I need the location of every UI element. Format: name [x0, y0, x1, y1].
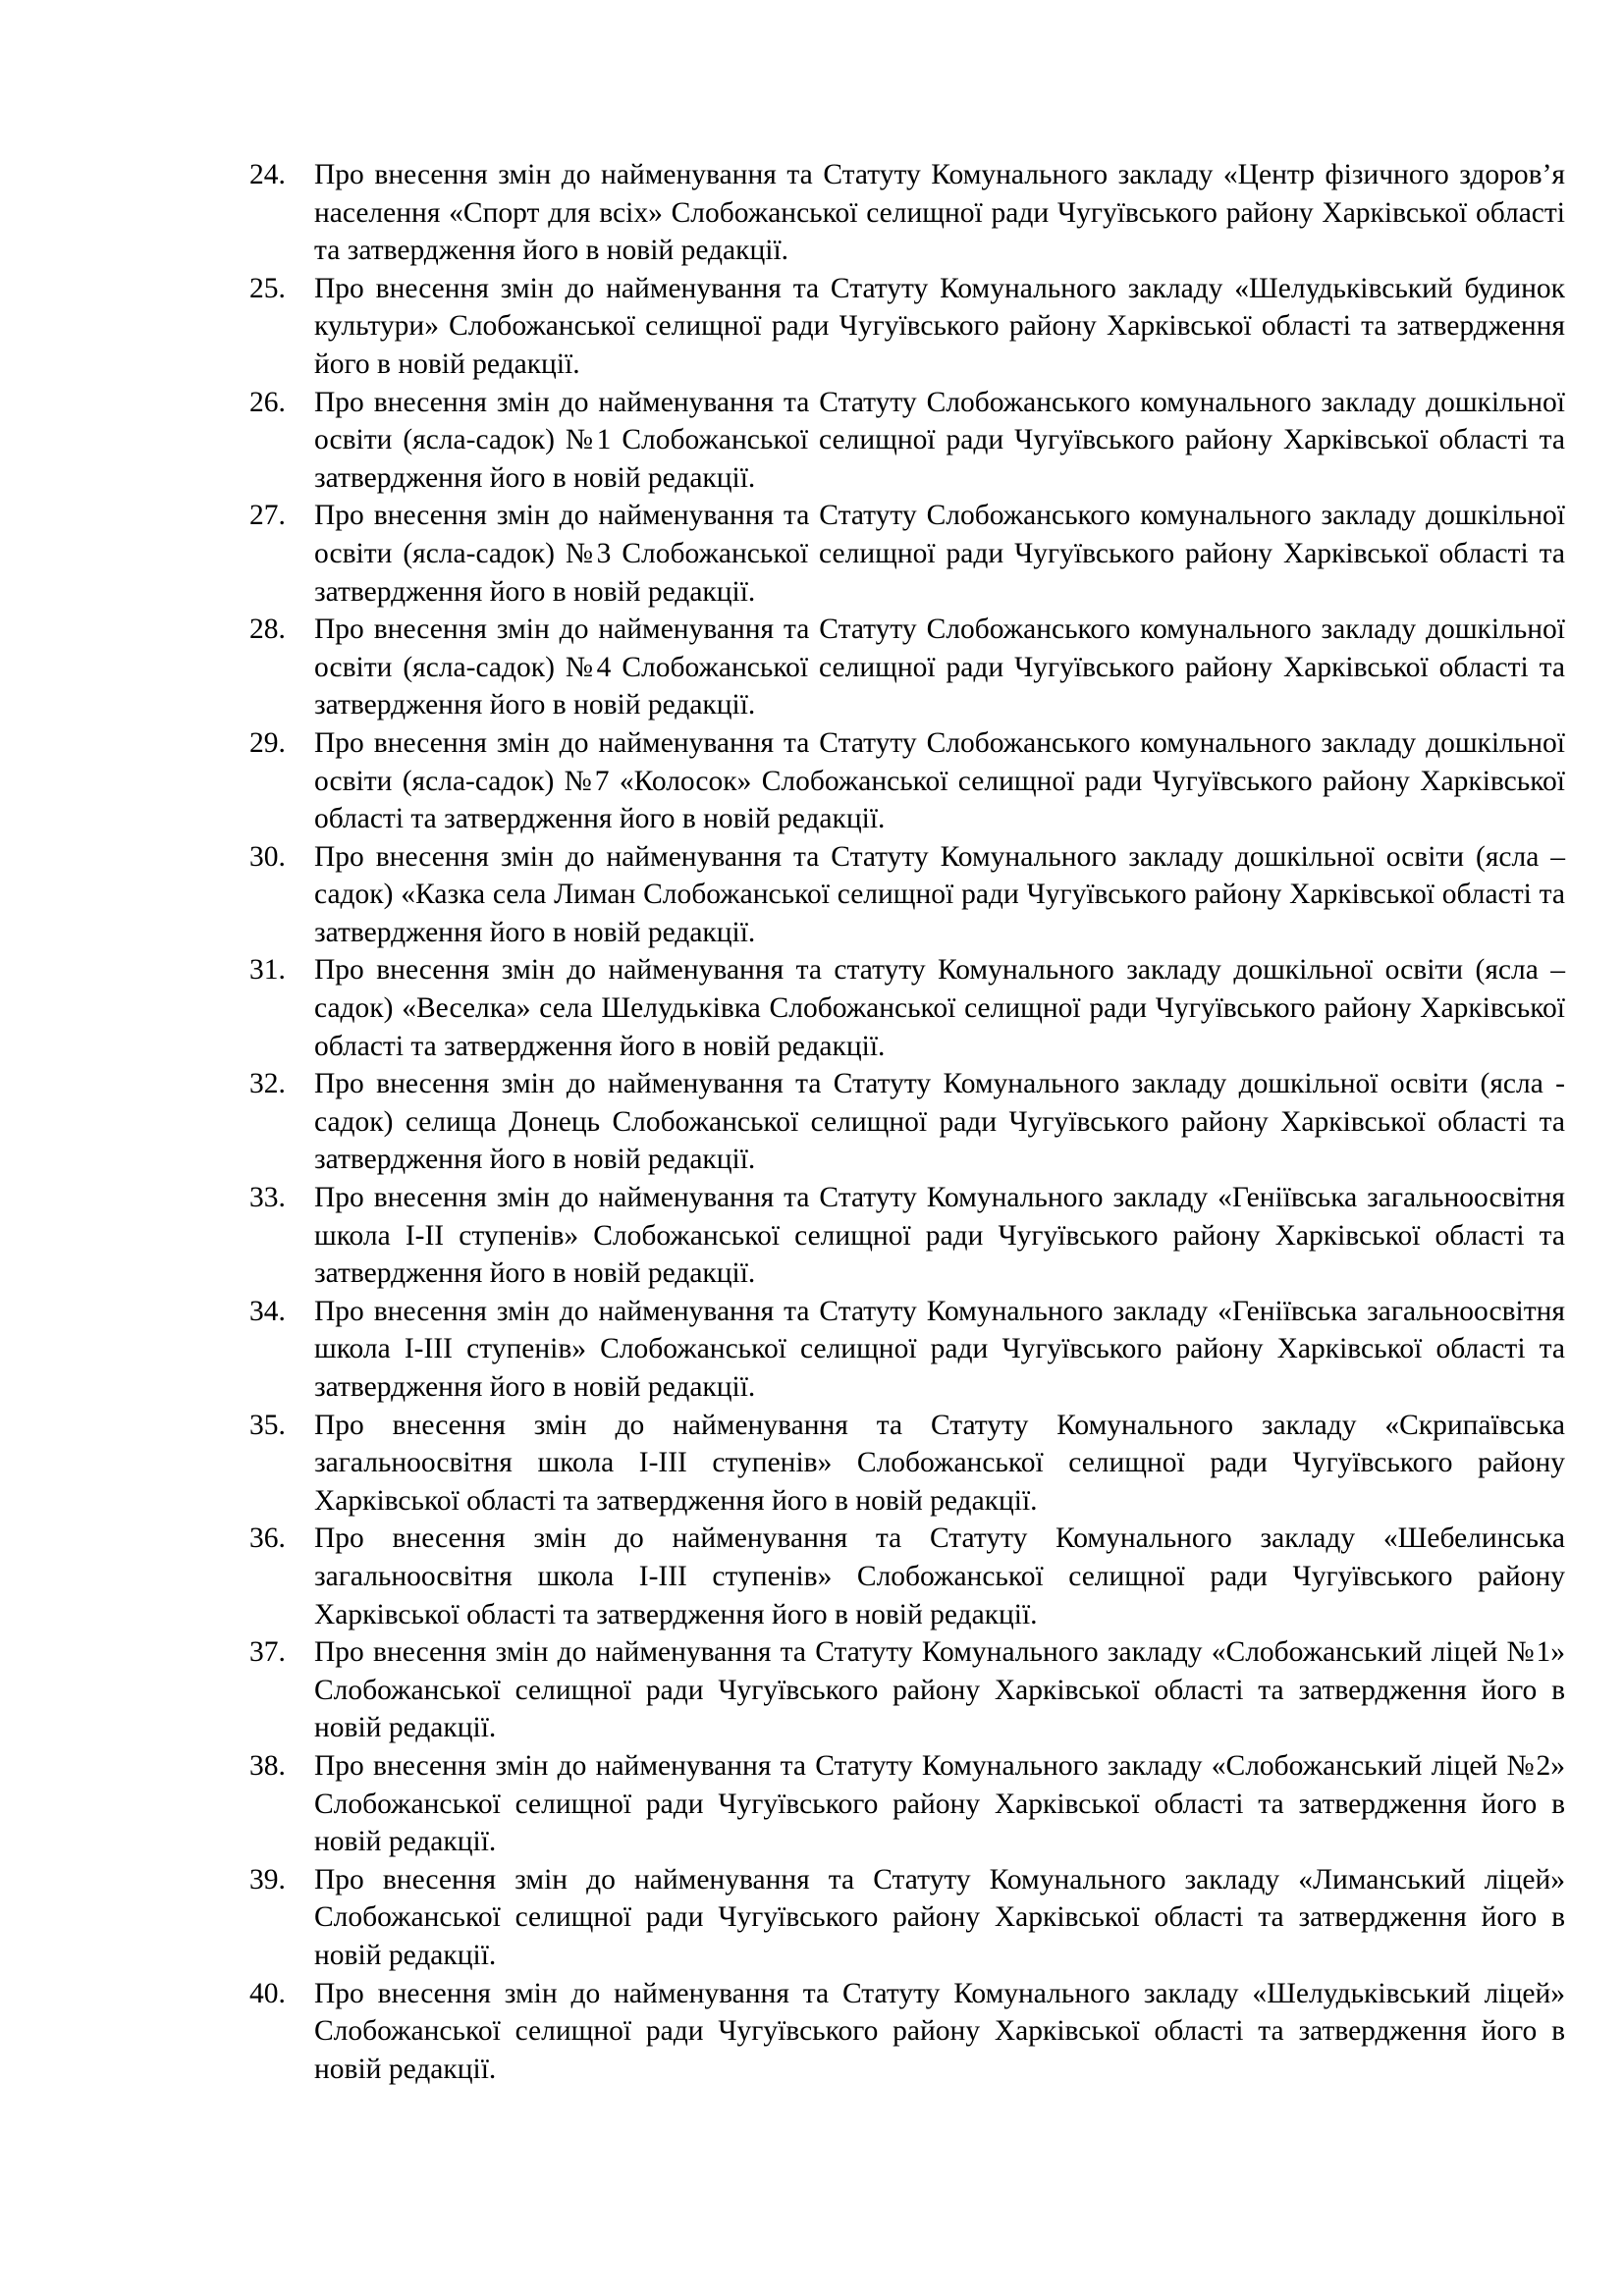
agenda-list	[249, 156, 1565, 2088]
item-number: 31.	[249, 954, 286, 987]
item-number: 34.	[249, 1295, 286, 1327]
item-text: Про внесення змін до найменування та Статуту Комунального закладу дошкільної освіти (ясла - садок) селища Донець Слобожанської селищної ради Чугуївського району Харківської області та затвердження його в новій редакції.	[314, 1068, 1565, 1176]
list-item	[249, 270, 1565, 384]
list-item	[249, 1861, 1565, 1975]
list-item	[249, 156, 1565, 270]
item-number: 25.	[249, 272, 286, 304]
item-text: Про внесення змін до найменування та Статуту Комунального закладу «Шелудьківський ліцей» Слобожанської селищної ради Чугуївського району Харківської області та затвердження його в новій редакції.	[314, 1977, 1565, 2085]
item-number: 30.	[249, 840, 286, 873]
list-item	[249, 1633, 1565, 1747]
item-number: 24.	[249, 159, 286, 190]
list-item	[249, 1293, 1565, 1407]
list-item	[249, 951, 1565, 1065]
item-text: Про внесення змін до найменування та Статуту Слобожанського комунального закладу дошкільної освіти (ясла-садок) №3 Слобожанської селищної ради Чугуївського району Харківської області та затвердження його в новій редакції.	[314, 500, 1565, 608]
item-text: Про внесення змін до найменування та Статуту Комунального закладу «Слобожанський ліцей №2» Слобожанської селищної ради Чугуївського району Харківської області та затвердження його в новій редакції.	[314, 1749, 1565, 1858]
item-text: Про внесення змін до найменування та Статуту Комунального закладу «Шелудьківський будинок культури» Слобожанської селищної ради Чугуївського району Харківської області та затвердження його в новій редакції.	[314, 272, 1565, 380]
item-text: Про внесення змін до найменування та Статуту Комунального закладу «Центр фізичного здоров’я населення «Спорт для всіх» Слобожанської селищної ради Чугуївського району Харківської області та затвердження його в новій редакції.	[314, 159, 1565, 267]
item-number: 37.	[249, 1636, 286, 1669]
list-item	[249, 1747, 1565, 1861]
item-text: Про внесення змін до найменування та Статуту Комунального закладу «Геніївська загальноосвітня школа І-ІІ ступенів» Слобожанської селищної ради Чугуївського району Харківської області та затвердження його в новій редакції.	[314, 1182, 1565, 1290]
item-number: 40.	[249, 1977, 286, 2009]
item-number: 36.	[249, 1522, 286, 1555]
item-text: Про внесення змін до найменування та Статуту Слобожанського комунального закладу дошкільної освіти (ясла-садок) №1 Слобожанської селищної ради Чугуївського району Харківської області та затвердження його в новій редакції.	[314, 386, 1565, 494]
list-item	[249, 1179, 1565, 1293]
item-text: Про внесення змін до найменування та Статуту Комунального закладу дошкільної освіти (ясла – садок) «Казка села Лиман Слобожанської селищної ради Чугуївського району Харківської області та затвердження його в новій редакції.	[314, 840, 1565, 948]
item-text: Про внесення змін до найменування та Статуту Слобожанського комунального закладу дошкільної освіти (ясла-садок) №4 Слобожанської селищної ради Чугуївського району Харківської області та затвердження його в новій редакції.	[314, 614, 1565, 721]
list-item	[249, 1975, 1565, 2089]
item-number: 32.	[249, 1068, 286, 1100]
list-item	[249, 1065, 1565, 1179]
list-item	[249, 1407, 1565, 1521]
item-number: 39.	[249, 1863, 286, 1896]
list-item	[249, 1520, 1565, 1633]
item-text: Про внесення змін до найменування та Статуту Комунального закладу «Слобожанський ліцей №1» Слобожанської селищної ради Чугуївського району Харківської області та затвердження його в новій редакції.	[314, 1636, 1565, 1744]
list-item	[249, 611, 1565, 724]
item-number: 33.	[249, 1182, 286, 1214]
item-text: Про внесення змін до найменування та Статуту Слобожанського комунального закладу дошкільної освіти (ясла-садок) №7 «Колосок» Слобожанської селищної ради Чугуївського району Харківської області та затвердження його в новій редакції.	[314, 726, 1565, 835]
item-number: 35.	[249, 1409, 286, 1441]
item-number: 38.	[249, 1749, 286, 1782]
item-text: Про внесення змін до найменування та Статуту Комунального закладу «Лиманський ліцей» Слобожанської селищної ради Чугуївського району Харківської області та затвердження його в новій редакції.	[314, 1863, 1565, 1971]
list-item	[249, 838, 1565, 952]
item-text: Про внесення змін до найменування та Статуту Комунального закладу «Шебелинська загальноосвітня школа І-ІІІ ступенів» Слобожанської селищної ради Чугуївського району Харківської області та затвердження його в новій редакції.	[314, 1522, 1565, 1630]
item-number: 26.	[249, 386, 286, 418]
item-number: 28.	[249, 614, 286, 646]
item-number: 29.	[249, 726, 286, 759]
item-text: Про внесення змін до найменування та Статуту Комунального закладу «Скрипаївська загальноосвітня школа І-ІІІ ступенів» Слобожанської селищної ради Чугуївського району Харківської області та затвердження його в новій редакції.	[314, 1409, 1565, 1517]
list-item	[249, 497, 1565, 611]
item-text: Про внесення змін до найменування та статуту Комунального закладу дошкільної освіти (ясла – садок) «Веселка» села Шелудьківка Слобожанської селищної ради Чугуївського району Харківської області та затвердження його в новій редакції.	[314, 954, 1565, 1062]
list-item	[249, 384, 1565, 498]
item-number: 27.	[249, 500, 286, 532]
list-item	[249, 724, 1565, 838]
item-text: Про внесення змін до найменування та Статуту Комунального закладу «Геніївська загальноосвітня школа І-ІІІ ступенів» Слобожанської селищної ради Чугуївського району Харківської області та затвердження його в новій редакції.	[314, 1295, 1565, 1403]
